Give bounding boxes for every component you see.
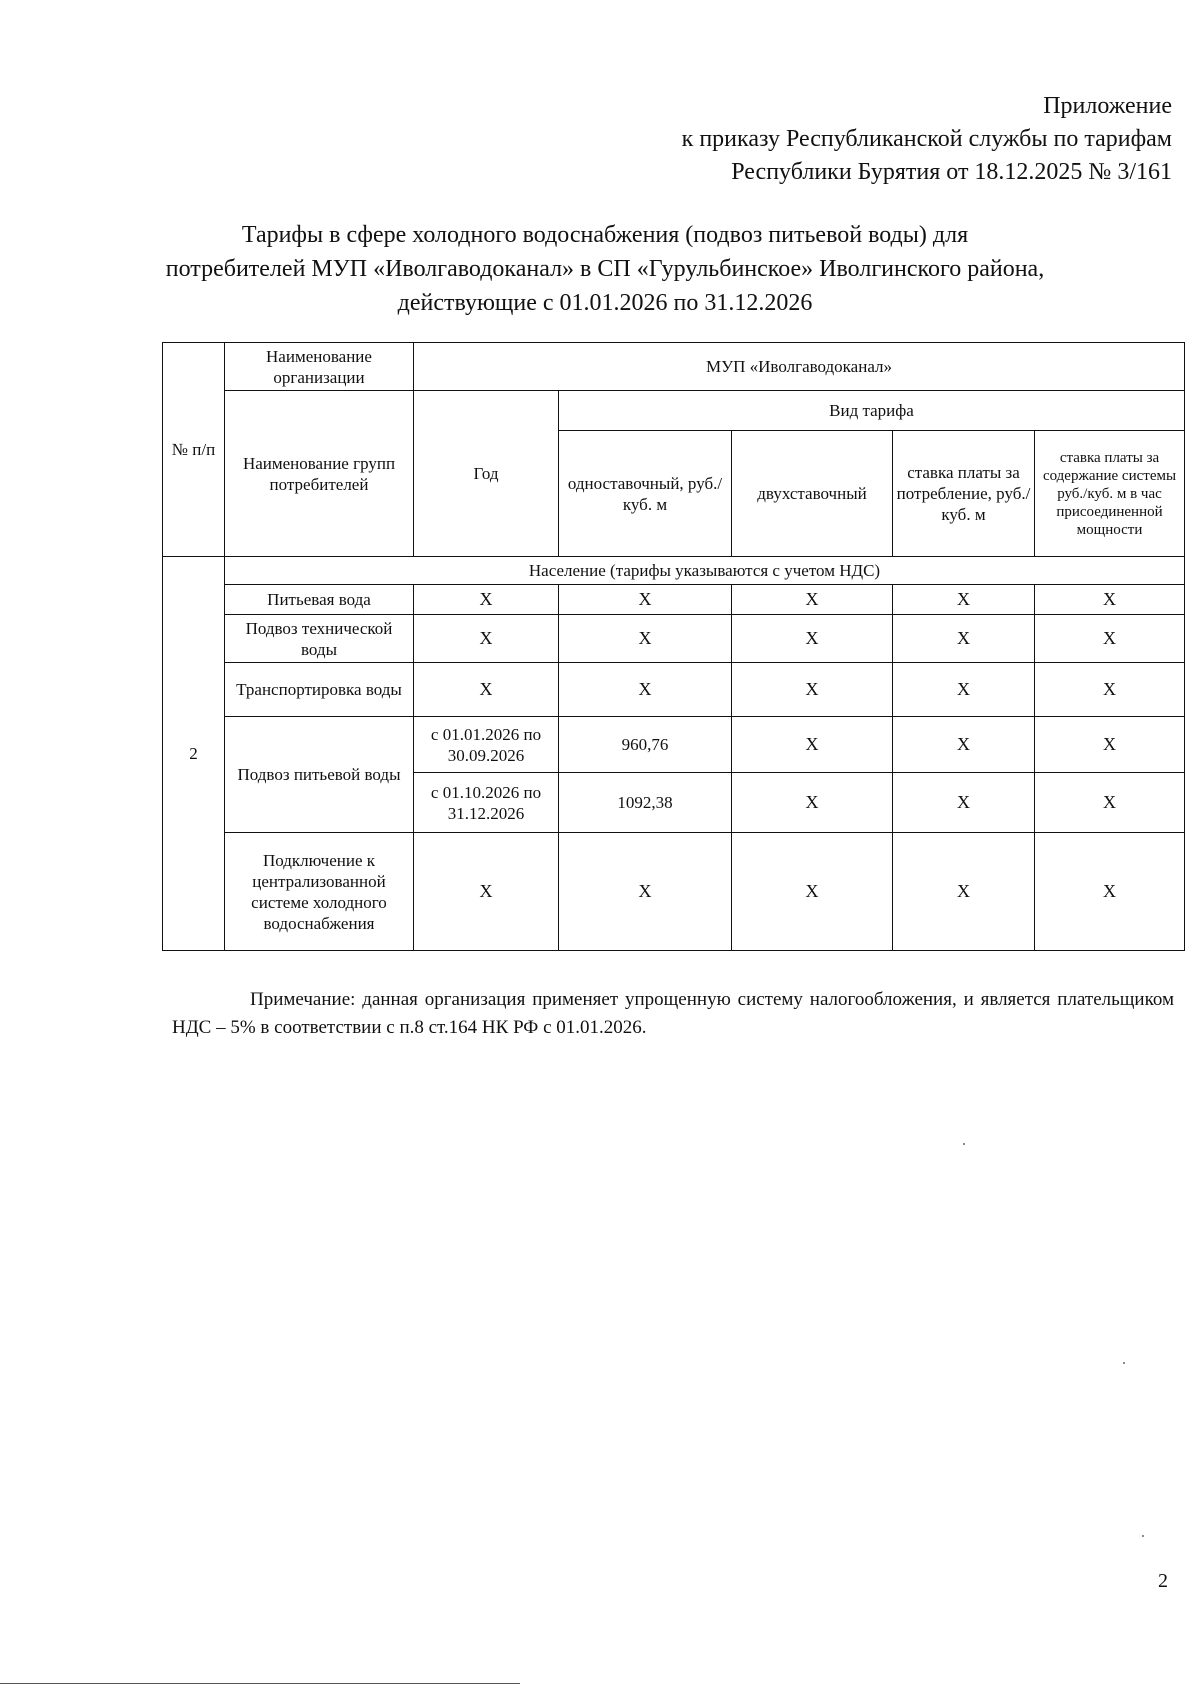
row-capacity: Х bbox=[1035, 773, 1185, 833]
row-capacity: Х bbox=[1035, 833, 1185, 951]
title-line-2: потребителей МУП «Иволгаводоканал» в СП «Гурульбинское» Иволгинского района, bbox=[165, 256, 1045, 282]
row-one-part: Х bbox=[559, 663, 732, 717]
row-consumption: Х bbox=[893, 615, 1035, 663]
row-number: 2 bbox=[163, 557, 225, 951]
document-title bbox=[150, 218, 1060, 320]
row-name: Транспортировка воды bbox=[225, 663, 414, 717]
header-consumption-rate: ставка платы за потребление, руб./ куб. м bbox=[893, 431, 1035, 557]
page-number: 2 bbox=[1158, 1570, 1168, 1592]
row-year: с 01.01.2026 по 30.09.2026 bbox=[414, 717, 559, 773]
row-one-part: Х bbox=[559, 833, 732, 951]
row-two-part: Х bbox=[732, 585, 893, 615]
row-two-part: Х bbox=[732, 717, 893, 773]
scan-speck bbox=[1142, 1535, 1144, 1537]
table-row bbox=[163, 663, 1185, 717]
row-name: Питьевая вода bbox=[225, 585, 414, 615]
header-year: Год bbox=[414, 391, 559, 557]
note-text: Примечание: данная организация применяет упрощенную систему налогообложения, и является плательщиком НДС – 5% в соответствии с п.8 ст.164 НК РФ с 01.01.2026. bbox=[172, 989, 1174, 1038]
row-consumption: Х bbox=[893, 717, 1035, 773]
tariff-table bbox=[162, 342, 1185, 951]
table-row bbox=[163, 717, 1185, 773]
header-org-label: Наименование организации bbox=[225, 343, 414, 391]
annex-line-1: Приложение bbox=[1043, 93, 1172, 119]
row-two-part: Х bbox=[732, 615, 893, 663]
header-groups-label: Наименование групп потребителей bbox=[225, 391, 414, 557]
row-year: Х bbox=[414, 585, 559, 615]
annex-line-3: Республики Бурятия от 18.12.2025 № 3/161 bbox=[731, 159, 1172, 185]
table-row bbox=[163, 585, 1185, 615]
table-row bbox=[163, 833, 1185, 951]
header-capacity-rate: ставка платы за содержание системы руб./куб. м в час присоединенной мощности bbox=[1035, 431, 1185, 557]
row-two-part: Х bbox=[732, 663, 893, 717]
header-number: № п/п bbox=[163, 343, 225, 557]
row-year: с 01.10.2026 по 31.12.2026 bbox=[414, 773, 559, 833]
row-year: Х bbox=[414, 663, 559, 717]
row-one-part: 1092,38 bbox=[559, 773, 732, 833]
row-one-part: Х bbox=[559, 615, 732, 663]
title-line-3: действующие с 01.01.2026 по 31.12.2026 bbox=[397, 290, 813, 316]
row-year: Х bbox=[414, 833, 559, 951]
row-capacity: Х bbox=[1035, 585, 1185, 615]
row-consumption: Х bbox=[893, 663, 1035, 717]
header-org-name: МУП «Иволгаводоканал» bbox=[414, 343, 1185, 391]
annex-header bbox=[682, 90, 1172, 189]
table-row bbox=[163, 615, 1185, 663]
row-two-part: Х bbox=[732, 773, 893, 833]
row-consumption: Х bbox=[893, 833, 1035, 951]
header-tariff-type: Вид тарифа bbox=[559, 391, 1185, 431]
row-two-part: Х bbox=[732, 833, 893, 951]
row-one-part: 960,76 bbox=[559, 717, 732, 773]
row-name: Подвоз технической воды bbox=[225, 615, 414, 663]
scan-speck bbox=[963, 1143, 965, 1145]
scan-speck bbox=[1123, 1362, 1125, 1364]
annex-line-2: к приказу Республиканской службы по тарифам bbox=[681, 126, 1172, 152]
row-name: Подключение к централизованной системе холодного водоснабжения bbox=[225, 833, 414, 951]
header-two-part: двухставочный bbox=[732, 431, 893, 557]
header-one-part: одноставочный, руб./ куб. м bbox=[559, 431, 732, 557]
row-capacity: Х bbox=[1035, 615, 1185, 663]
row-capacity: Х bbox=[1035, 717, 1185, 773]
row-name: Подвоз питьевой воды bbox=[225, 717, 414, 833]
section-population: Население (тарифы указываются с учетом НДС) bbox=[225, 557, 1185, 585]
row-consumption: Х bbox=[893, 773, 1035, 833]
row-capacity: Х bbox=[1035, 663, 1185, 717]
row-year: Х bbox=[414, 615, 559, 663]
row-one-part: Х bbox=[559, 585, 732, 615]
scan-edge-line bbox=[0, 1683, 520, 1684]
title-line-1: Тарифы в сфере холодного водоснабжения (подвоз питьевой воды) для bbox=[241, 222, 969, 248]
note bbox=[172, 986, 1174, 1042]
row-consumption: Х bbox=[893, 585, 1035, 615]
